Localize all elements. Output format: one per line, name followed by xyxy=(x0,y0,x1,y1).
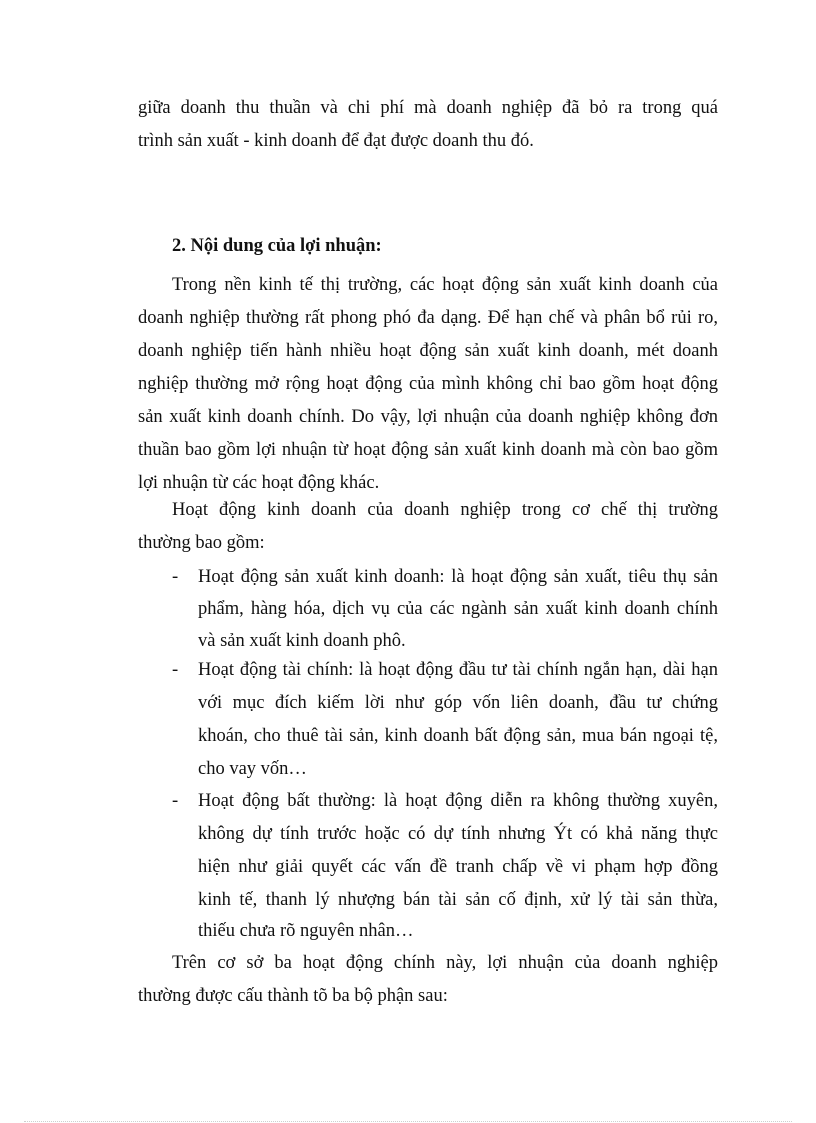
bullet-3-line-5: thiếu chưa rõ nguyên nhân… xyxy=(198,921,414,941)
p1-line-5: sản xuất kinh doanh chính. Do vậy, lợi nhuận của doanh nghiệp không đơn xyxy=(138,407,718,427)
bullet-3-dash: - xyxy=(172,791,179,811)
p1-line-3: doanh nghiệp tiến hành nhiều hoạt động sản xuất kinh doanh, mét doanh xyxy=(138,341,718,361)
bullet-3-line-2: không dự tính trước hoặc có dự tính nhưng Ýt có khả năng thực xyxy=(198,824,718,844)
p1-line-1: Trong nền kinh tế thị trường, các hoạt động sản xuất kinh doanh của xyxy=(172,275,718,295)
bullet-1-line-1: Hoạt động sản xuất kinh doanh: là hoạt động sản xuất, tiêu thụ sản xyxy=(198,567,718,587)
bullet-2-line-4: cho vay vốn… xyxy=(198,759,307,779)
bullet-2-dash: - xyxy=(172,660,179,680)
p1-line-2: doanh nghiệp thường rất phong phó đa dạng. Để hạn chế và phân bổ rủi ro, xyxy=(138,308,718,328)
p2-line-1: Hoạt động kinh doanh của doanh nghiệp trong cơ chế thị trường xyxy=(172,500,718,520)
bullet-3-line-1: Hoạt động bất thường: là hoạt động diễn ra không thường xuyên, xyxy=(198,791,718,811)
page-bottom-rule xyxy=(24,1121,792,1122)
p1-line-4: nghiệp thường mở rộng hoạt động của mình không chỉ bao gồm hoạt động xyxy=(138,374,718,394)
intro-line-2: trình sản xuất - kinh doanh để đạt được doanh thu đó. xyxy=(138,131,534,151)
intro-line-1: giữa doanh thu thuần và chi phí mà doanh nghiệp đã bỏ ra trong quá xyxy=(138,98,718,118)
section-heading: 2. Nội dung của lợi nhuận: xyxy=(172,236,382,256)
bullet-1-line-2: phẩm, hàng hóa, dịch vụ của các ngành sản xuất kinh doanh chính xyxy=(198,599,718,619)
p1-line-7: lợi nhuận từ các hoạt động khác. xyxy=(138,473,380,493)
bullet-2-line-2: với mục đích kiếm lời như góp vốn liên doanh, đầu tư chứng xyxy=(198,693,718,713)
p1-line-6: thuần bao gồm lợi nhuận từ hoạt động sản xuất kinh doanh mà còn bao gồm xyxy=(138,440,718,460)
bullet-1-dash: - xyxy=(172,567,179,587)
bullet-3-line-3: hiện như giải quyết các vấn đề tranh chấp về vi phạm hợp đồng xyxy=(198,857,718,877)
bullet-3-line-4: kinh tế, thanh lý nhượng bán tài sản cố định, xử lý tài sản thừa, xyxy=(198,890,718,910)
p3-line-1: Trên cơ sở ba hoạt động chính này, lợi nhuận của doanh nghiệp xyxy=(172,953,718,973)
bullet-1-line-3: và sản xuất kinh doanh phô. xyxy=(198,631,406,651)
p2-line-2: thường bao gồm: xyxy=(138,533,265,553)
bullet-2-line-3: khoán, cho thuê tài sản, kinh doanh bất động sản, mua bán ngoại tệ, xyxy=(198,726,718,746)
p3-line-2: thường được cấu thành tõ ba bộ phận sau: xyxy=(138,986,448,1006)
bullet-2-line-1: Hoạt động tài chính: là hoạt động đầu tư tài chính ngắn hạn, dài hạn xyxy=(198,660,718,680)
